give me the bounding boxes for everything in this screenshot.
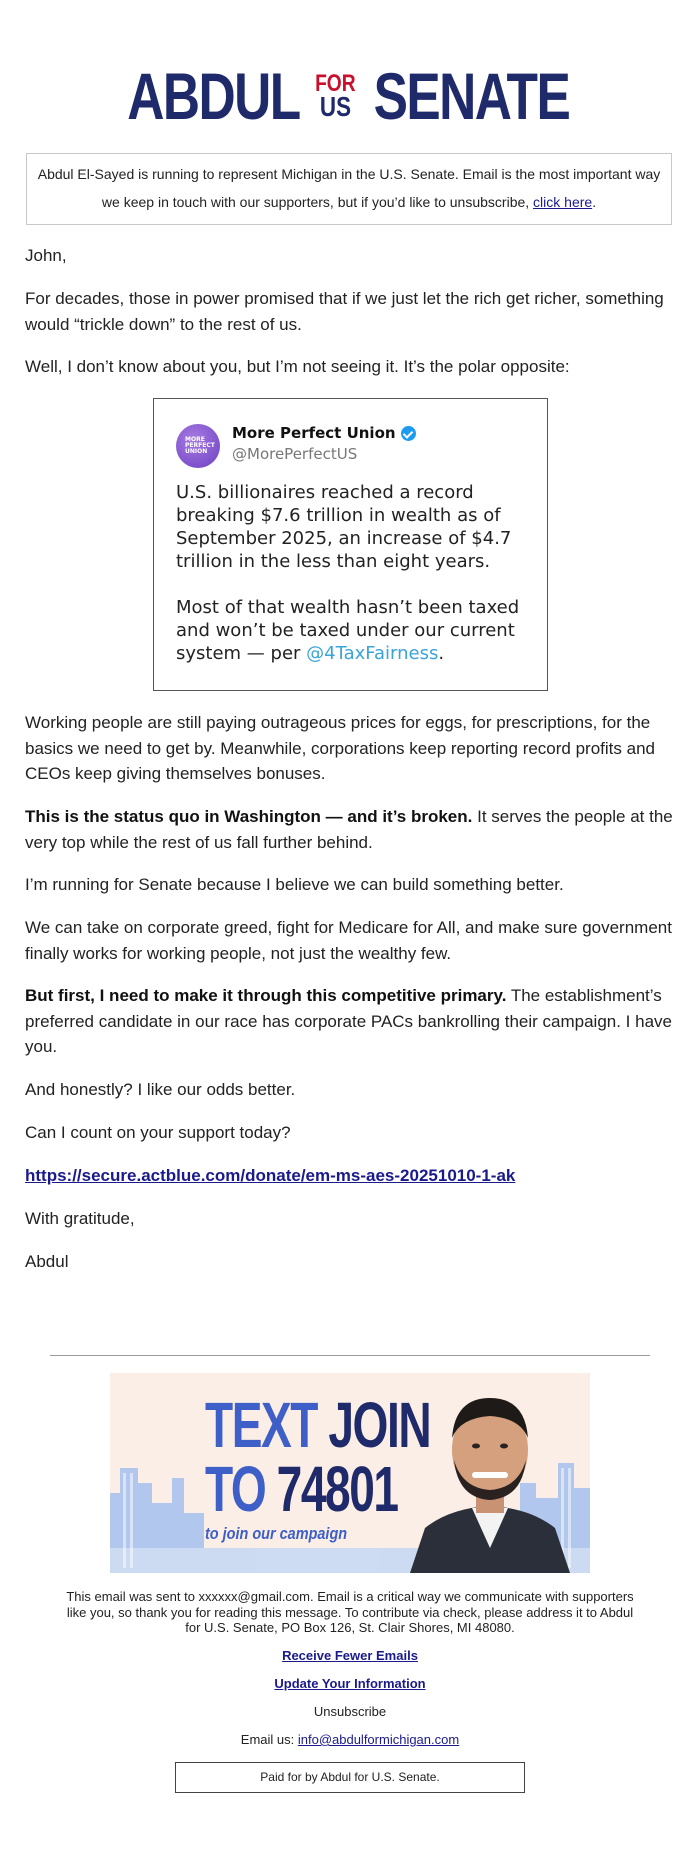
- verified-badge-icon: [401, 426, 416, 441]
- unsubscribe-text[interactable]: Unsubscribe: [313, 1704, 387, 1719]
- tweet-para-2-text: Most of that wealth hasn’t been taxed and won’t be taxed under our current system — per: [176, 597, 520, 664]
- notice-period: .: [592, 194, 597, 210]
- embedded-tweet: [153, 398, 548, 691]
- tweet-author-name: [232, 424, 416, 442]
- paragraph-status-quo: [25, 804, 675, 855]
- primary-rest: The establishment’s preferred candidate in our race has corporate PACs bankrolling their campaign. I have you.: [25, 986, 672, 1056]
- unsubscribe-link[interactable]: click here: [533, 194, 593, 210]
- paragraph-polar-opposite: Well, I don’t know about you, but I’m not seeing it. It’s the polar opposite:: [25, 357, 570, 376]
- email-us-label: Email us:: [240, 1732, 298, 1747]
- update-info-link[interactable]: Update Your Information: [274, 1676, 426, 1691]
- campaign-logo: [0, 59, 700, 133]
- banner-line-2: [205, 1453, 430, 1525]
- primary-bold: But first, I need to make it through this competitive primary.: [25, 986, 507, 1005]
- closing: With gratitude,: [25, 1209, 135, 1228]
- tweet-para-1: U.S. billionaires reached a record breaking $7.6 trillion in wealth as of September 2025, an increase of $4.7 trillion in the less than eight years.: [176, 482, 512, 572]
- status-quo-bold: This is the status quo in Washington — and it’s broken.: [25, 807, 473, 826]
- fewer-emails-link[interactable]: Receive Fewer Emails: [282, 1648, 418, 1663]
- tweet-para-2: [176, 596, 531, 665]
- avatar-text: MORE PERFECT UNION: [185, 436, 215, 455]
- footer-divider: [50, 1355, 650, 1356]
- update-info-row: [0, 1676, 700, 1691]
- footer-disclaimer: This email was sent to xxxxxx@gmail.com. Email is a critical way we communicate with supporters like you, so thank you for reading this message. To contribute via check, please address it to Abdul for U.S. Senate, PO Box 126, St. Clair Shores, MI 48080.: [66, 1589, 634, 1635]
- contact-email-link[interactable]: info@abdulformichigan.com: [297, 1732, 460, 1747]
- text-join-banner[interactable]: [110, 1373, 590, 1573]
- greeting: John,: [25, 246, 67, 265]
- status-quo-rest: It serves the people at the very top while the rest of us fall further behind.: [25, 807, 673, 852]
- logo-abdul: ABDUL: [127, 59, 300, 133]
- paragraph-working-people: Working people are still paying outrageous prices for eggs, for prescriptions, for the basics we need to get by. Meanwhile, corporations keep reporting record profits and CEOs keep giving themselves bonuses.: [25, 713, 655, 783]
- tweet-handle: @MorePerfectUS: [232, 445, 358, 463]
- unsubscribe-notice: [26, 153, 672, 225]
- logo-senate: SENATE: [373, 59, 570, 133]
- banner-line-1: [205, 1389, 431, 1461]
- logo-us: US: [319, 91, 351, 123]
- paragraph-corporate-greed: We can take on corporate greed, fight for Medicare for All, and make sure government finally works for working people, not just the wealthy few.: [25, 918, 672, 963]
- donate-link-row: [25, 1163, 675, 1189]
- notice-text: Abdul El-Sayed is running to represent Michigan in the U.S. Senate. Email is the most important way we keep in touch with our supporters, but if you’d like to unsubscribe,: [37, 166, 661, 210]
- paragraph-trickle-down: For decades, those in power promised that if we just let the rich get richer, something would “trickle down” to the rest of us.: [25, 289, 664, 334]
- banner-subtitle: to join our campaign: [205, 1524, 348, 1543]
- email-us-row: [0, 1732, 700, 1747]
- fewer-emails-row: [0, 1648, 700, 1663]
- paragraph-running: I’m running for Senate because I believe we can build something better.: [25, 875, 564, 894]
- logo-for: FOR: [314, 69, 356, 97]
- tweet-avatar: [176, 424, 220, 468]
- donate-link[interactable]: https://secure.actblue.com/donate/em-ms-aes-20251010-1-ak: [25, 1166, 516, 1185]
- banner-text-word: TEXT: [205, 1389, 318, 1461]
- banner-join-word: JOIN: [328, 1389, 431, 1461]
- tweet-mention: @4TaxFairness: [306, 643, 439, 664]
- paragraph-primary: [25, 983, 675, 1060]
- paragraph-support: Can I count on your support today?: [25, 1123, 291, 1142]
- paragraph-odds: And honestly? I like our odds better.: [25, 1080, 296, 1099]
- signature: Abdul: [25, 1252, 69, 1271]
- banner-shortcode: 74801: [276, 1453, 398, 1525]
- tweet-para-2-end: .: [438, 643, 445, 664]
- paid-for-box: Paid for by Abdul for U.S. Senate.: [175, 1762, 525, 1793]
- tweet-text: [176, 481, 531, 688]
- candidate-photo-icon: [400, 1388, 580, 1573]
- banner-to-word: TO: [205, 1453, 266, 1525]
- tweet-name-text: More Perfect Union: [232, 424, 396, 442]
